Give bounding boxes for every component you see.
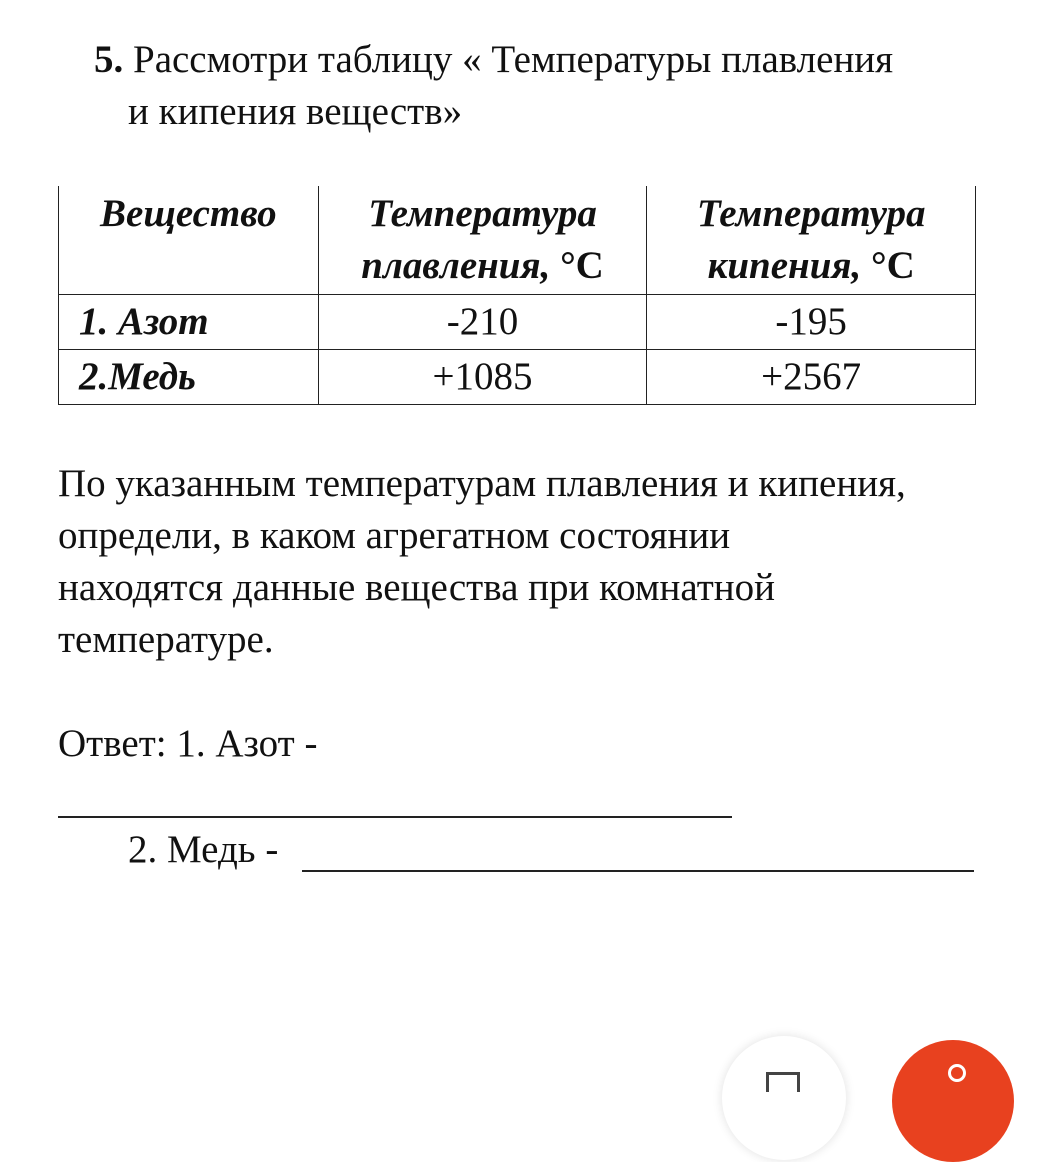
header-substance: Вещество [59,186,319,295]
question-line: температуре. [58,618,274,661]
unit-celsius: °С [560,244,604,287]
task-title-line2: и кипения веществ» [128,90,463,133]
tray-icon [766,1072,800,1092]
cell-substance: 2.Медь [59,350,319,405]
question-text [58,458,998,666]
table-header-row [59,186,976,295]
search-icon [948,1064,966,1082]
cell-melting: +1085 [318,350,647,405]
question-line: находятся данные вещества при комнатной [58,566,776,609]
answer-blank-2[interactable] [302,870,974,872]
question-line: определи, в каком агрегатном состоянии [58,514,731,557]
task-title [94,34,994,138]
cell-boiling: -195 [647,295,976,350]
floating-action-button-primary[interactable] [892,1040,1014,1162]
temperature-table [58,186,976,405]
task-number: 5. [94,38,124,81]
header-boiling: Температура кипения, °С [647,186,976,295]
answer-blank-1[interactable] [58,816,732,818]
header-melting: Температура плавления, °С [318,186,647,295]
answer-label-1: Ответ: 1. Азот - [58,722,318,765]
table-row [59,350,976,405]
question-line: По указанным температурам плавления и кипения, [58,462,906,505]
floating-action-button[interactable] [722,1036,846,1160]
unit-celsius: °С [870,244,915,287]
cell-substance: 1. Азот [59,295,319,350]
cell-boiling: +2567 [647,350,976,405]
table-row [59,295,976,350]
cell-melting: -210 [318,295,647,350]
task-title-line1: Рассмотри таблицу « Температуры плавления [133,38,894,81]
answer-label-2: 2. Медь - [128,828,279,871]
